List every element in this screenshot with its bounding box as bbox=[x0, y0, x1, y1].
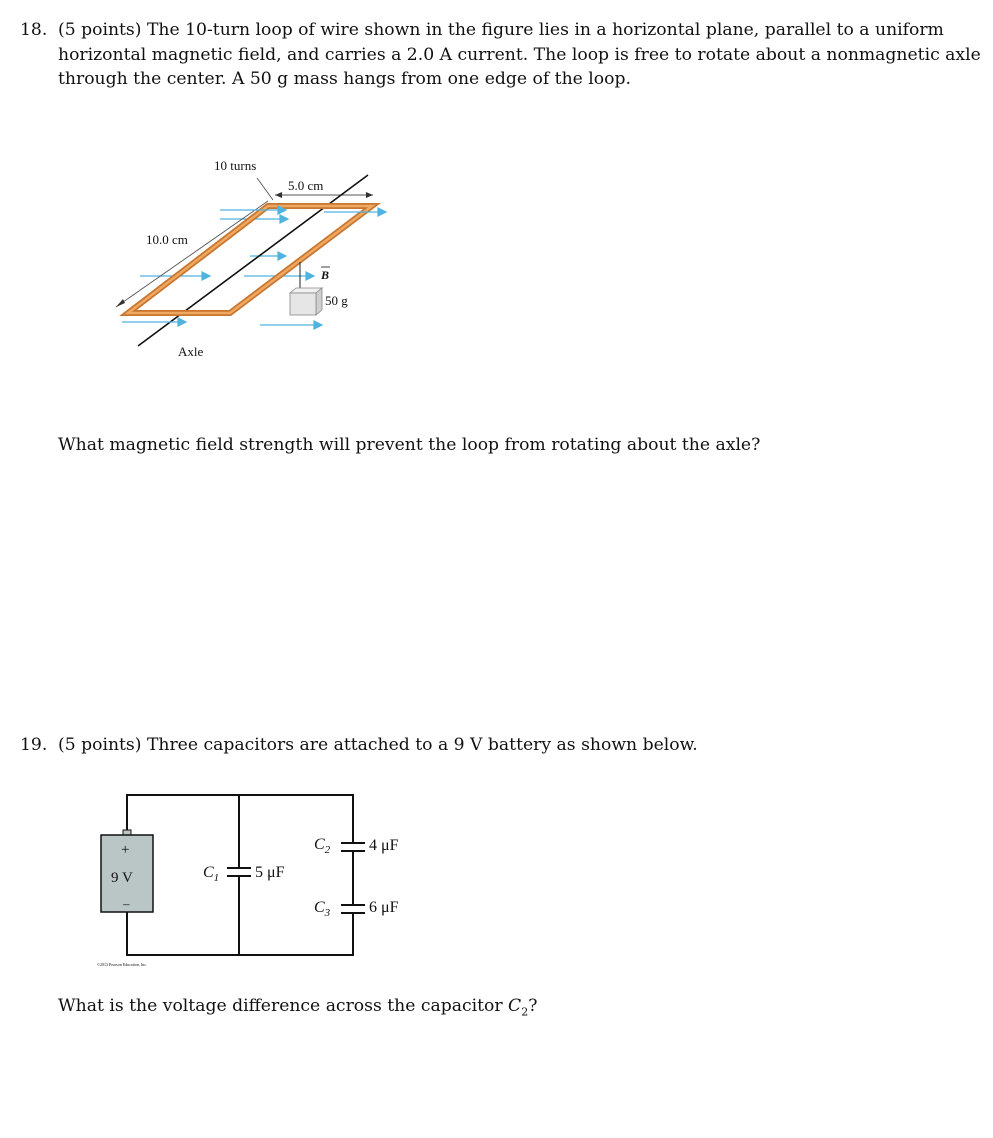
c3-value: 6 μF bbox=[369, 899, 399, 916]
q18-loop-figure bbox=[110, 150, 410, 370]
q19-statement bbox=[20, 733, 698, 758]
q18-points: (5 points) bbox=[58, 20, 142, 40]
q19-question-prefix: What is the voltage difference across the capacitor bbox=[58, 996, 509, 1016]
q18-statement bbox=[20, 18, 993, 92]
c3-label: $C_3$ bbox=[314, 899, 331, 919]
battery-voltage: 9 V bbox=[111, 870, 133, 886]
c2-value: 4 μF bbox=[369, 837, 399, 854]
capacitor-c2 bbox=[341, 843, 365, 851]
q19-text: Three capacitors are attached to a 9 V battery as shown below. bbox=[146, 735, 698, 755]
field-label: B bbox=[321, 268, 330, 282]
length-label: 10.0 cm bbox=[146, 232, 188, 247]
q18-number: 18. bbox=[20, 20, 48, 40]
q19-points: (5 points) bbox=[58, 735, 142, 755]
q19-question-suffix: ? bbox=[528, 996, 538, 1016]
turns-label: 10 turns bbox=[214, 158, 257, 173]
width-label: 5.0 cm bbox=[288, 178, 324, 193]
hanging-mass bbox=[290, 288, 322, 315]
battery-plus: + bbox=[121, 842, 130, 858]
q19-question-sub: 2 bbox=[521, 1005, 529, 1019]
q19-circuit-figure bbox=[95, 788, 435, 968]
q19-question bbox=[58, 994, 537, 1025]
c1-label: $C_1$ bbox=[203, 864, 220, 884]
axle-rod bbox=[138, 175, 368, 346]
c2-label: $C_2$ bbox=[314, 836, 331, 856]
c1-value: 5 μF bbox=[255, 864, 285, 881]
capacitor-c1 bbox=[227, 868, 251, 876]
battery-minus: – bbox=[123, 896, 130, 911]
axle-label: Axle bbox=[178, 344, 204, 359]
capacitor-c3 bbox=[341, 905, 365, 913]
copyright-note: ©2013 Pearson Education, Inc. bbox=[97, 962, 148, 967]
length-dimension-line bbox=[116, 201, 268, 307]
q19-question-var: C bbox=[508, 996, 522, 1016]
mass-label: 50 g bbox=[325, 293, 348, 308]
q18-question: What magnetic field strength will prevent the loop from rotating about the axle? bbox=[58, 435, 761, 455]
q18-text: The 10-turn loop of wire shown in the figure lies in a horizontal plane, parallel to a uniform horizontal magnetic field, and carries a 2.0 A current. The loop is free to rotate about a nonmagnetic axle through the center. A 50 g mass hangs from one edge of the loop. bbox=[58, 20, 981, 89]
q19-number: 19. bbox=[20, 735, 48, 755]
